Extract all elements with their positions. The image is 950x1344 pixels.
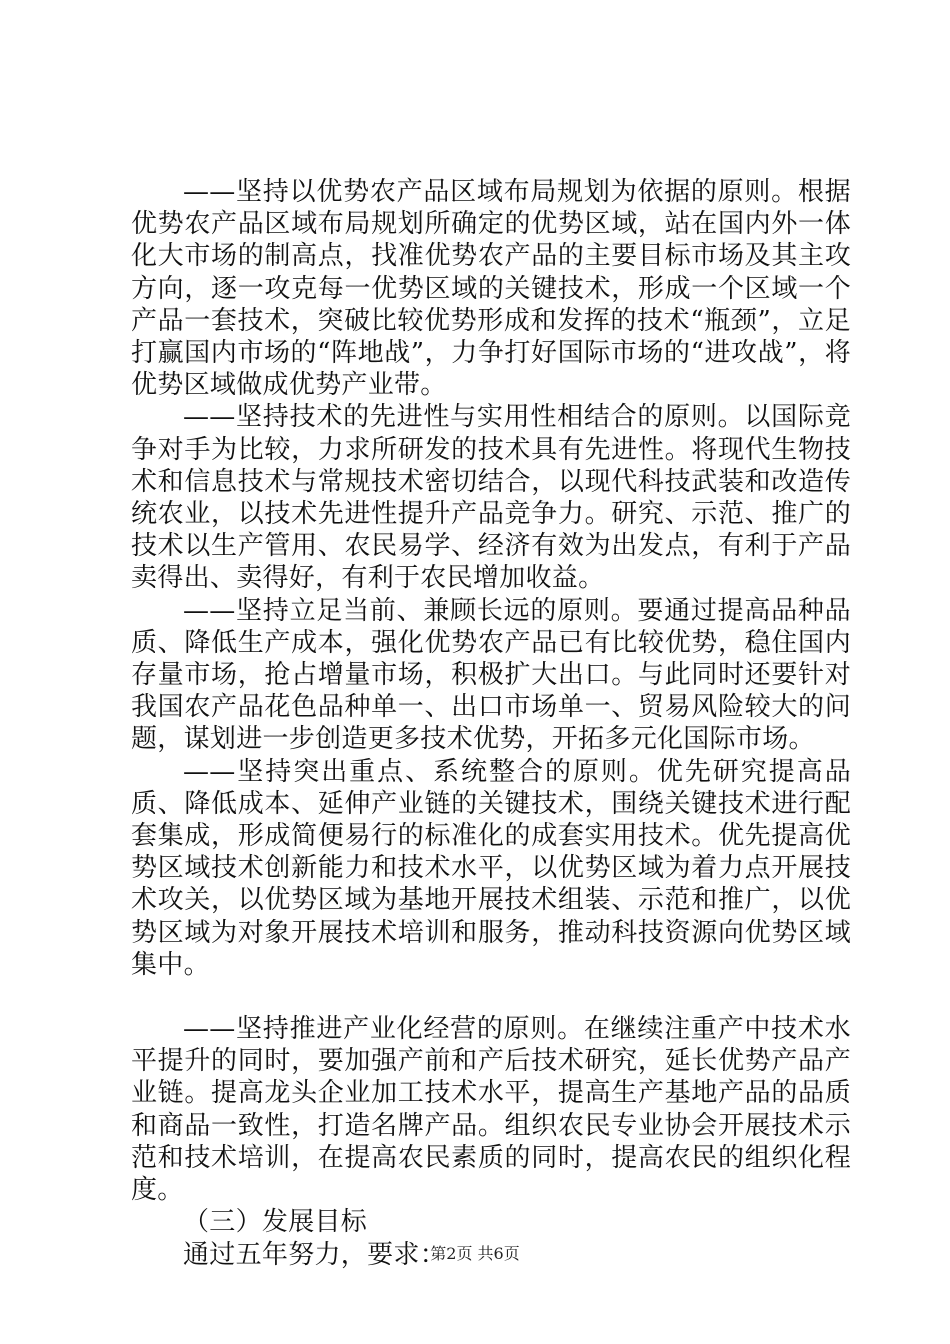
principle-paragraph-key-integration: ——坚持突出重点、系统整合的原则。优先研究提高品质、降低成本、延伸产业链的关键技术，围绕关键技术进行配套集成，形成简便易行的标准化的成套实用技术。优先提高优势区域技术创新能力和技术水平，以优势区域为着力点开展技术攻关，以优势区域为基地开展技术组装、示范和推广，以优势区域为对象开展技术培训和服务，推动科技资源向优势区域集中。: [131, 756, 851, 980]
goals-intro-paragraph: 通过五年努力，要求：: [183, 1239, 447, 1270]
principle-paragraph-industrialization: ——坚持推进产业化经营的原则。在继续注重产中技术水平提升的同时，要加强产前和产后技术研究，延长优势产品产业链。提高龙头企业加工技术水平，提高生产基地产品的品质和商品一致性，打造名牌产品。组织农民专业协会开展技术示范和技术培训，在提高农民素质的同时，提高农民的组织化程度。: [131, 1014, 851, 1206]
paragraph-spacer: [131, 981, 851, 1013]
principle-paragraph-advanced-practical: ——坚持技术的先进性与实用性相结合的原则。以国际竞争对手为比较，力求所研发的技术具有先进性。将现代生物技术和信息技术与常规技术密切结合，以现代科技武装和改造传统农业，以技术先进性提升产品竞争力。研究、示范、推广的技术以生产管用、农民易学、经济有效为出发点，有利于产品卖得出、卖得好，有利于农民增加收益。: [131, 402, 851, 594]
section-heading-development-goals: （三）发展目标: [183, 1207, 368, 1238]
document-body: [131, 176, 851, 1271]
page-number-footer: 第2页 共6页: [430, 1244, 520, 1263]
principle-paragraph-regional-layout: ——坚持以优势农产品区域布局规划为依据的原则。根据优势农产品区域布局规划所确定的优势区域，站在国内外一体化大市场的制高点，找准优势农产品的主要目标市场及其主攻方向，逐一攻克每一优势区域的关键技术，形成一个区域一个产品一套技术，突破比较优势形成和发挥的技术“瓶颈”，立足打赢国内市场的“阵地战”，力争打好国际市场的“进攻战”，将优势区域做成优势产业带。: [131, 177, 851, 401]
principle-paragraph-current-long-term: ——坚持立足当前、兼顾长远的原则。要通过提高品种品质、降低生产成本，强化优势农产品已有比较优势，稳住国内存量市场，抢占增量市场，积极扩大出口。与此同时还要针对我国农产品花色品种单一、出口市场单一、贸易风险较大的问题，谋划进一步创造更多技术优势，开拓多元化国际市场。: [131, 595, 851, 755]
